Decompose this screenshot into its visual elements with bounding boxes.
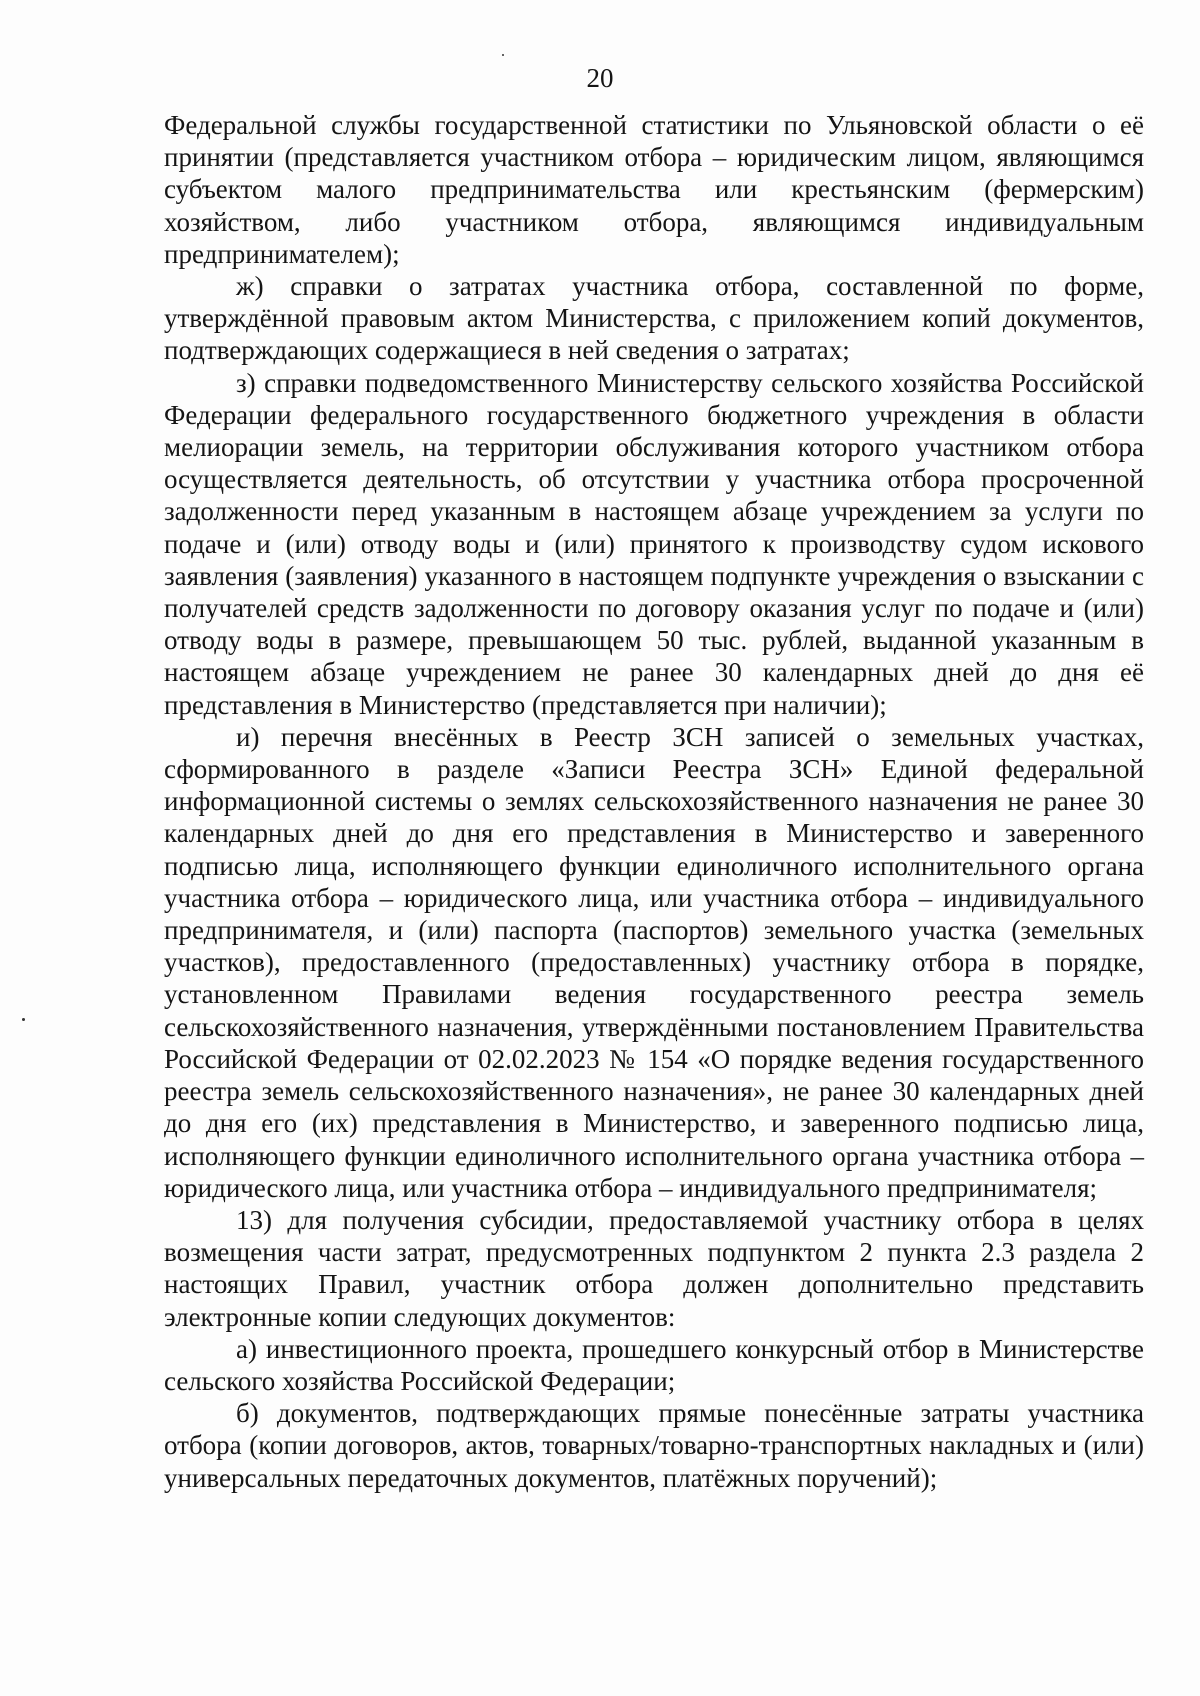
paragraph-item-13: 13) для получения субсидии, предоставляемой участнику отбора в целях возмещения части затрат, предусмотренных подпунктом 2 пункта 2.3 раздела 2 настоящих Правил, участник отбора должен дополнительно представить электронные копии следующих документов:: [164, 1204, 1144, 1332]
scan-speck: [502, 54, 504, 56]
scan-speck: [22, 1018, 25, 1021]
document-body: [164, 109, 1144, 1494]
paragraph-item-zh: ж) справки о затратах участника отбора, составленной по форме, утверждённой правовым актом Министерства, с приложением копий документов, подтверждающих содержащиеся в ней сведения о затратах;: [164, 271, 1144, 366]
paragraph-item-b: б) документов, подтверждающих прямые понесённые затраты участника отбора (копии договоров, актов, товарных/товарно-транспортных накладных и (или) универсальных передаточных документов, платёжных поручений);: [164, 1398, 1144, 1493]
paragraph-item-i: и) перечня внесённых в Реестр ЗСН записей о земельных участках, сформированного в разделе «Записи Реестра ЗСН» Единой федеральной информационной системы о землях сельскохозяйственного назначения не ранее 30 календарных дней до дня его представления в Министерство и заверенного подписью лица, исполняющего функции единоличного исполнительного органа участника отбора – юридического лица, или участника отбора – индивидуального предпринимателя, и (или) паспорта (паспортов) земельного участка (земельных участков), предоставленного (предоставленных) участнику отбора в порядке, установленном Правилами ведения государственного реестра земель сельскохозяйственного назначения, утверждёнными постановлением Правительства Российской Федерации от 02.02.2023 № 154 «О порядке ведения государственного реестра земель сельскохозяйственного назначения», не ранее 30 календарных дней до дня его (их) представления в Министерство, и заверенного подписью лица, исполняющего функции единоличного исполнительного органа участника отбора – юридического лица, или участника отбора – индивидуального предпринимателя;: [164, 721, 1144, 1203]
paragraph-item-a: а) инвестиционного проекта, прошедшего конкурсный отбор в Министерстве сельского хозяйства Российской Федерации;: [164, 1333, 1144, 1396]
paragraph-continuation: Федеральной службы государственной статистики по Ульяновской области о её принятии (представляется участником отбора – юридическим лицом, являющимся субъектом малого предпринимательства или крестьянским (фермерским) хозяйством, либо участником отбора, являющимся индивидуальным предпринимателем);: [164, 110, 1144, 269]
paragraph-item-z: з) справки подведомственного Министерству сельского хозяйства Российской Федерации федерального государственного бюджетного учреждения в области мелиорации земель, на территории обслуживания которого участником отбора осуществляется деятельность, об отсутствии у участника отбора просроченной задолженности перед указанным в настоящем абзаце учреждением за услуги по подаче и (или) отводу воды и (или) принятого к производству судом искового заявления (заявления) указанного в настоящем подпункте учреждения о взыскании с получателей средств задолженности по договору оказания услуг по подаче и (или) отводу воды в размере, превышающем 50 тыс. рублей, выданной указанным в настоящем абзаце учреждением не ранее 30 календарных дней до дня её представления в Министерство (представляется при наличии);: [164, 367, 1144, 720]
page-number: 20: [586, 63, 614, 93]
